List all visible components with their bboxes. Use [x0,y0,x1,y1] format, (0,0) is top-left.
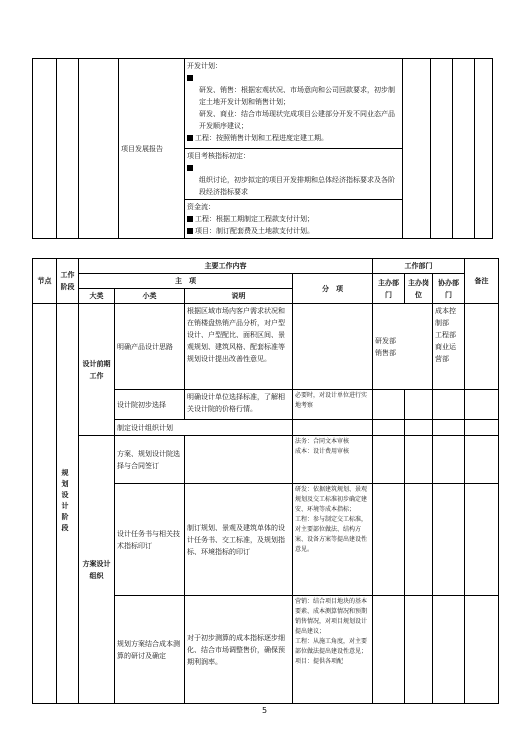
dev-plan-item-2: 研发、商业：结合市场现状完成项目公建部分开发不同业态产品开发顺序建议； [199,110,395,130]
row-1-sub: 明确产品设计思路 [115,304,185,390]
kpi-cell [185,149,403,200]
header-category: 大类 [79,289,115,304]
header-description: 说明 [185,289,293,304]
node-label-cell [57,304,79,704]
row-6-sub: 规划方案结合成本测算的研讨及确定 [115,596,185,704]
dev-plan-cell [185,59,403,149]
row-5-detail: 研发：依据建筑规划、景观规划及交工标准初步确定建安、环境等成本指标； 工程：参与制定交工标准，对主要部位做法、结构方案、设备方案等提出建设性意见。 [293,484,373,596]
bullet-square-icon [187,228,193,234]
header-stage: 工作阶段 [57,259,79,304]
dev-plan-title: 开发计划： [187,62,222,70]
kpi-body: 组织讨论，初步拟定的项目开发排期和总体经济指标要求及各阶段经济指标要求 [199,176,395,196]
row-5-sub: 设计任务书与相关技术指标印订 [115,484,185,596]
dev-plan-item-1: 研发、销售：根据宏观状况、市场意向和公司回款要求，初步制定土地开发计划和销售计划； [199,86,395,106]
row-4-detail: 法务：合同文本审核 成本：设计费用审核 [293,436,373,484]
row-2-sub: 设计院初步选择 [115,390,185,420]
row-4-sub: 方案、规划设计院选择与合同签订 [115,436,185,484]
row-3-sub: 制定设计组织计划 [115,420,293,436]
row-6-detail: 营销：结合项目地块的基本要素、成本测算情况和预期销售情况，对项目规划设计提出建议； 工程：从施工角度，对主要部位做法提出建设性意见； 项目：提供各项配 [293,596,373,704]
header-remarks: 备注 [465,259,499,304]
row-4-desc [185,436,293,484]
header-sub-item: 分 项 [293,274,373,304]
row-1-desc: 根据区域市场内客户需求状况和在销楼盘热销产品分析，对户型设计、户型配比、面积区间、景观规划、建筑风格、配套标准等规划设计提出改善性意见。 [185,304,293,390]
header-subcategory: 小类 [115,289,185,304]
row-2-detail: 必要时，对设计单位进行实地考察 [293,390,373,420]
dev-report-table [32,58,493,239]
node-label: 规划设计阶段 [61,468,69,535]
row-1-assist-dept: 成本控制部 工程部 商业运营部 [433,304,465,390]
header-lead-dept: 主办部门 [373,274,405,304]
header-main-content: 主要工作内容 [79,259,373,274]
page-number: 5 [261,706,268,715]
kpi-title: 项目考核指标初定： [187,152,250,160]
capital-cell [185,200,403,239]
bullet-square-icon [187,216,193,222]
category-2: 方案设计组织 [79,436,115,704]
bullet-square-icon [187,75,193,81]
capital-title: 资金流： [187,203,215,211]
header-assist-dept: 协办部门 [433,274,465,304]
capital-item-2: 项目：制订配套费及土地款支付计划。 [195,227,314,235]
row-5-desc: 制订规划、景观及建筑单体的设计任务书、交工标准，及规划指标、环境指标的印订 [185,484,293,596]
dev-plan-item-3: 工程：按照销售计划和工程进度定建工期。 [195,134,328,142]
header-work-dept: 工作部门 [373,259,465,274]
header-node: 节点 [33,259,57,304]
category-1: 设计前期工作 [79,304,115,436]
row-6-desc: 对于初步测算的成本指标逐步细化、结合市场调整售价，确保预期利润率。 [185,596,293,704]
header-lead-post: 主办岗位 [405,274,433,304]
header-main-item: 主 项 [79,274,293,289]
bullet-square-icon [187,135,193,141]
bullet-square-icon [187,165,193,171]
row-1-lead-dept: 研发部 销售部 [373,304,433,390]
report-label: 项目发展报告 [119,59,185,239]
work-plan-table [32,258,499,704]
row-2-desc: 明确设计单位选择标准，了解相关设计院的价格行情。 [185,390,293,420]
capital-item-1: 工程：根据工期制定工程款支付计划； [195,215,314,223]
